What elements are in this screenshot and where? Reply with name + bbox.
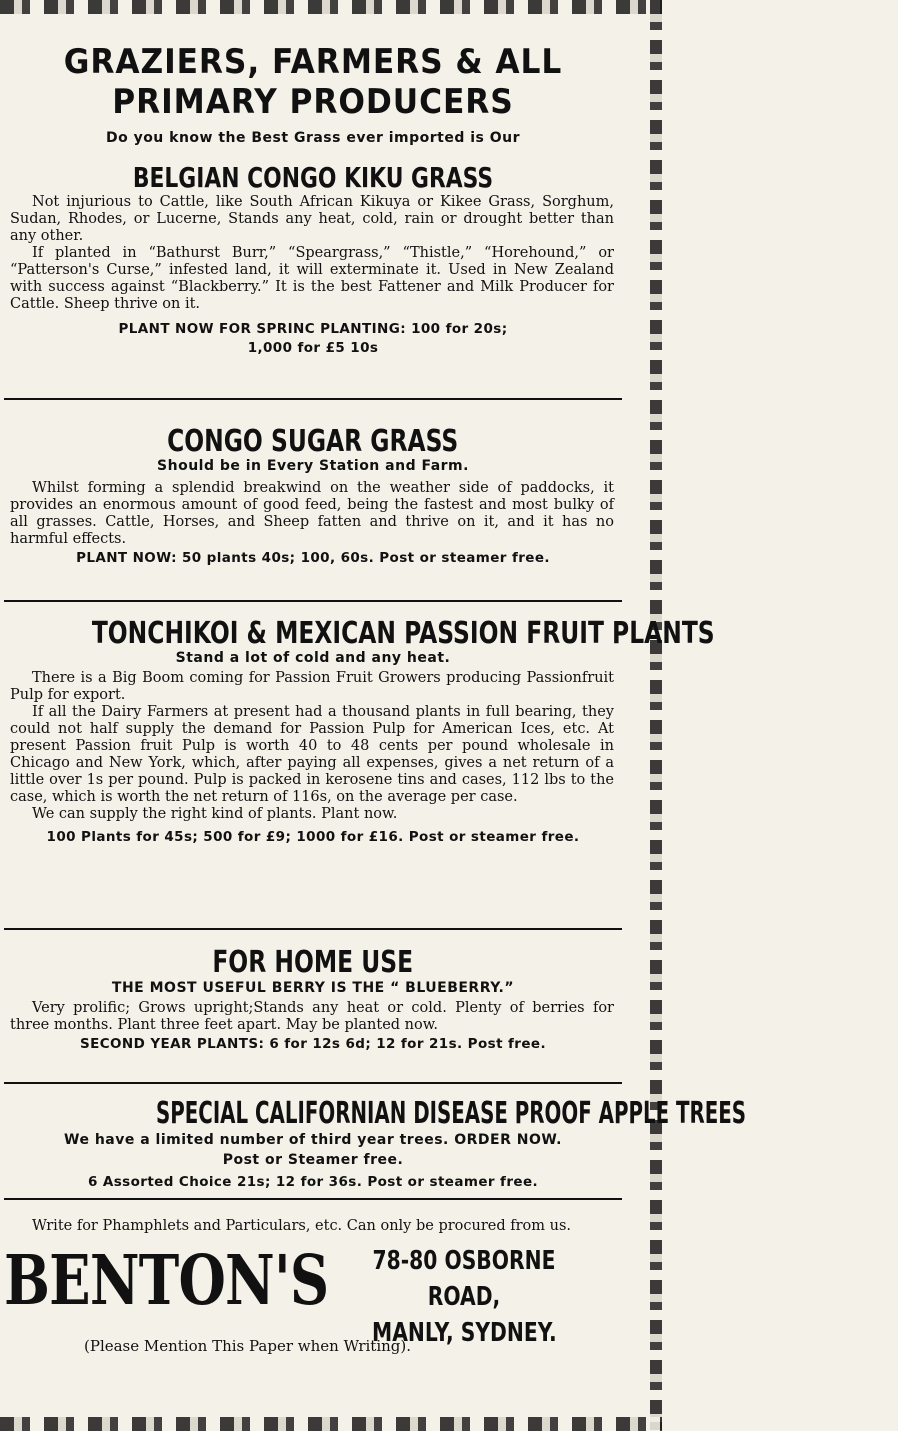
divider-2	[4, 600, 622, 602]
home-paragraph: Very prolific; Grows upright;Stands any heat or cold. Plenty of berries for three months. Plant three feet apart. May be planted now.	[10, 1000, 614, 1033]
sugar-grass-section	[4, 426, 622, 566]
kiku-price-line-2: 1,000 for £5 10s	[247, 340, 379, 356]
divider-4	[4, 1082, 622, 1084]
passion-paragraph-3: We can supply the right kind of plants. Plant now.	[32, 806, 398, 822]
right-border-decoration	[650, 0, 662, 1431]
apple-trees-section	[4, 1096, 747, 1190]
passion-paragraph-1: There is a Big Boom coming for Passion Fruit Growers producing Passionfruit Pulp for export.	[10, 670, 614, 703]
home-subtitle: THE MOST USEFUL BERRY IS THE “ BLUEBERRY.”	[111, 980, 515, 996]
passion-subtitle: Stand a lot of cold and any heat.	[175, 650, 451, 666]
bottom-border-decoration	[0, 1417, 662, 1431]
passion-fruit-section	[4, 616, 715, 845]
sugar-subtitle: Should be in Every Station and Farm.	[157, 458, 469, 474]
home-use-section	[4, 946, 622, 1052]
kiku-title: BELGIAN CONGO KIKU GRASS	[132, 161, 494, 194]
headline-line-2: PRIMARY PRODUCERS	[112, 82, 514, 122]
passion-paragraph-2: If all the Dairy Farmers at present had a thousand plants in full bearing, they could not half supply the demand for Passion Pulp for American Ices, etc. At present Passion fruit Pulp is worth 40 to 48 cents per pound wholesale in Chicago and New York, which, after paying all expenses, gives a net return of a little over 1s per pound. Pulp is packed in kerosene tins and cases, 112 lbs to the case, which is worth the net return of 116s, on the average per case.	[10, 704, 614, 805]
kiku-paragraph-2: If planted in “Bathurst Burr,” “Speargrass,” “Thistle,” “Horehound,” or “Patterson's Curse,” infested land, it will exterminate it. Used in New Zealand with success against “Blackberry.” It is the best Fattener and Milk Producer for Cattle. Sheep thrive on it.	[10, 245, 614, 312]
headline-line-1: GRAZIERS, FARMERS & ALL	[63, 42, 563, 82]
sugar-title: CONGO SUGAR GRASS	[167, 424, 459, 459]
footer-mention: (Please Mention This Paper when Writing).	[84, 1337, 412, 1355]
divider-5	[4, 1198, 622, 1200]
apple-title: SPECIAL CALIFORNIAN DISEASE PROOF APPLE TREES	[155, 1096, 747, 1131]
home-price: SECOND YEAR PLANTS: 6 for 12s 6d; 12 for 21s. Post free.	[80, 1036, 546, 1052]
sugar-price: PLANT NOW: 50 plants 40s; 100, 60s. Post or steamer free.	[76, 550, 550, 566]
address-line-2: MANLY, SYDNEY.	[371, 1318, 557, 1348]
footer-section	[4, 1218, 622, 1355]
kiku-paragraph-1: Not injurious to Cattle, like South African Kikuya or Kikee Grass, Sorghum, Sudan, Rhodes, or Lucerne, Stands any heat, cold, rain or drought better than any other.	[10, 194, 614, 244]
address-block	[314, 1243, 614, 1351]
address-line-1: 78-80 OSBORNE ROAD,	[372, 1246, 556, 1312]
footer-write-text: Write for Phamphlets and Particulars, etc. Can only be procured from us.	[32, 1218, 572, 1234]
header-section	[4, 42, 622, 146]
top-border-decoration	[0, 0, 662, 14]
kiku-grass-section	[4, 162, 622, 356]
kiku-price-line-1: PLANT NOW FOR SPRINC PLANTING: 100 for 20s;	[118, 321, 508, 337]
passion-price: 100 Plants for 45s; 500 for £9; 1000 for £16. Post or steamer free.	[46, 829, 580, 845]
apple-line-2: Post or Steamer free.	[222, 1152, 404, 1168]
passion-title: TONCHIKOI & MEXICAN PASSION FRUIT PLANTS	[91, 616, 715, 651]
home-title: FOR HOME USE	[212, 945, 414, 980]
divider-3	[4, 928, 622, 930]
divider-1	[4, 398, 622, 400]
header-subtitle: Do you know the Best Grass ever imported is Our	[105, 130, 521, 146]
apple-line-1: We have a limited number of third year trees. ORDER NOW.	[64, 1132, 562, 1148]
apple-price: 6 Assorted Choice 21s; 12 for 36s. Post or steamer free.	[87, 1174, 539, 1190]
sugar-paragraph: Whilst forming a splendid breakwind on the weather side of paddocks, it provides an enormous amount of good feed, being the fastest and most bulky of all grasses. Cattle, Horses, and Sheep fatten and thrive on it, and it has no harmful effects.	[10, 480, 614, 547]
brand-name: BENTON'S	[4, 1241, 329, 1321]
